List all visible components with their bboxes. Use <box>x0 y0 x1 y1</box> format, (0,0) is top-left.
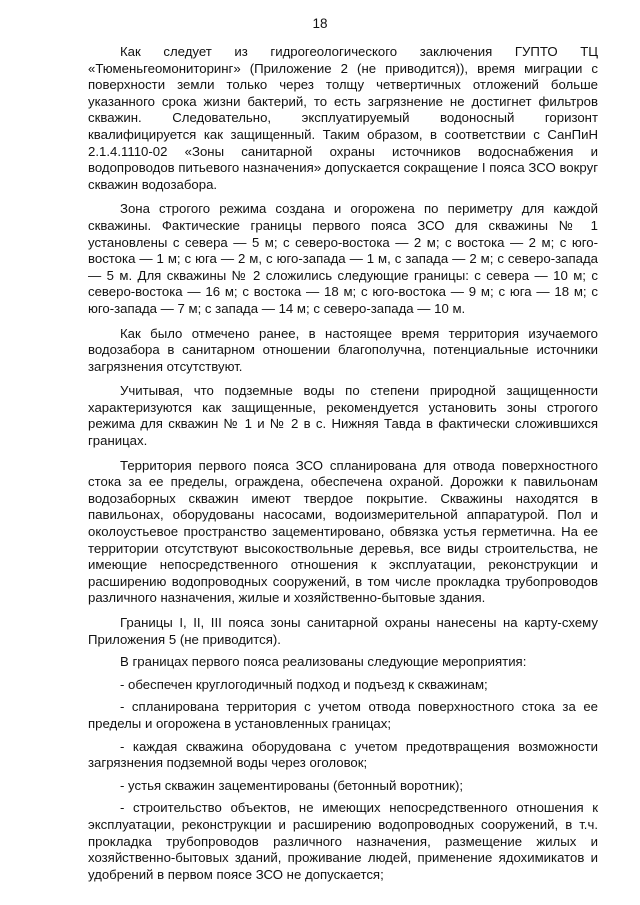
paragraph-sanitary-status: Как было отмечено ранее, в настоящее время территория изучаемого водозабора в санитарном отношении благополучна, потенциальные источники загрязнения отсутствуют. <box>88 325 598 374</box>
paragraph-map-reference: Границы I, II, III пояса зоны санитарной охраны нанесены на карту-схему Приложения 5 (не приводится). <box>88 615 598 647</box>
paragraph-hydro-conclusion: Как следует из гидрогеологического заключения ГУПТО ТЦ «Тюменьгеомониторинг» (Приложение 2 (не приводится)), время миграции с поверхности земли только через толщу четвертичных отложений больше указанного срока жизни бактерий, то есть загрязнение не достигнет фильтров скважин. Следовательно, эксплуатируемый водоносный горизонт квалифицируется как защищенный. Таким образом, в соответствии с СанПиН 2.1.4.1110-02 «Зоны санитарной охраны источников водоснабжения и водопроводов питьевого назначения» допускается сокращение I пояса ЗСО вокруг скважин водозабора. <box>88 44 598 192</box>
paragraph-territory-description: Территория первого пояса ЗСО спланирована для отвода поверхностного стока за ее пределы, ограждена, обеспечена охраной. Дорожки к павильонам водозаборных скважин имеют твердое покрытие. Скважины находятся в павильонах, оборудованы насосами, водоизмерительной аппаратурой. Пол и околоустьевое пространство зацементировано, обвязка устья герметична. На ее территории отсутствуют высокоствольные деревья, все виды строительства, не имеющие непосредственного отношения к эксплуатации, реконструкции и расширению водопроводных сооружений, в том числе прокладка трубопроводов различного назначения, жилые и хозяйственно-бытовые здания. <box>88 457 598 606</box>
paragraph-strict-zone-boundaries: Зона строгого режима создана и огорожена по периметру для каждой скважины. Фактические границы первого пояса ЗСО для скважины № 1 установлены с севера — 5 м; с северо-востока — 2 м; с востока — 2 м; с юго-востока — 1 м; с юга — 2 м, с юго-запада — 1 м, с запада — 2 м; с северо-запада — 5 м. Для скважины № 2 сложились следующие границы: с севера — 10 м; с северо-востока — 16 м; с востока — 18 м; с юго-востока — 9 м; с юга — 18 м; с юго-запада — 7 м; с запада — 14 м; с северо-запада — 10 м. <box>88 201 598 316</box>
list-item: - спланирована территория с учетом отвода поверхностного стока за ее пределы и огорожена в установленных границах; <box>88 699 598 731</box>
document-body <box>88 44 598 889</box>
paragraph-measures-intro: В границах первого пояса реализованы следующие мероприятия: <box>120 654 527 670</box>
list-item: - строительство объектов, не имеющих непосредственного отношения к эксплуатации, реконструкции и расширению водопроводных сооружений, в т.ч. прокладка трубопроводов различного назначения, размещение жилых и хозяйственно-бытовых зданий, проживание людей, применение ядохимикатов и удобрений в первом поясе ЗСО не допускается; <box>88 800 598 882</box>
list-item: - каждая скважина оборудована с учетом предотвращения возможности загрязнения подземной воды через оголовок; <box>88 738 598 771</box>
paragraph-recommendation: Учитывая, что подземные воды по степени природной защищенности характеризуются как защищенные, рекомендуется установить зоны строгого режима для скважин № 1 и № 2 в с. Нижняя Тавда в фактически сложившихся границах. <box>88 383 598 449</box>
page-number: 18 <box>312 16 328 31</box>
list-item: - обеспечен круглогодичный подход и подъезд к скважинам; <box>120 676 488 692</box>
list-item: - устья скважин зацементированы (бетонный воротник); <box>120 777 464 793</box>
